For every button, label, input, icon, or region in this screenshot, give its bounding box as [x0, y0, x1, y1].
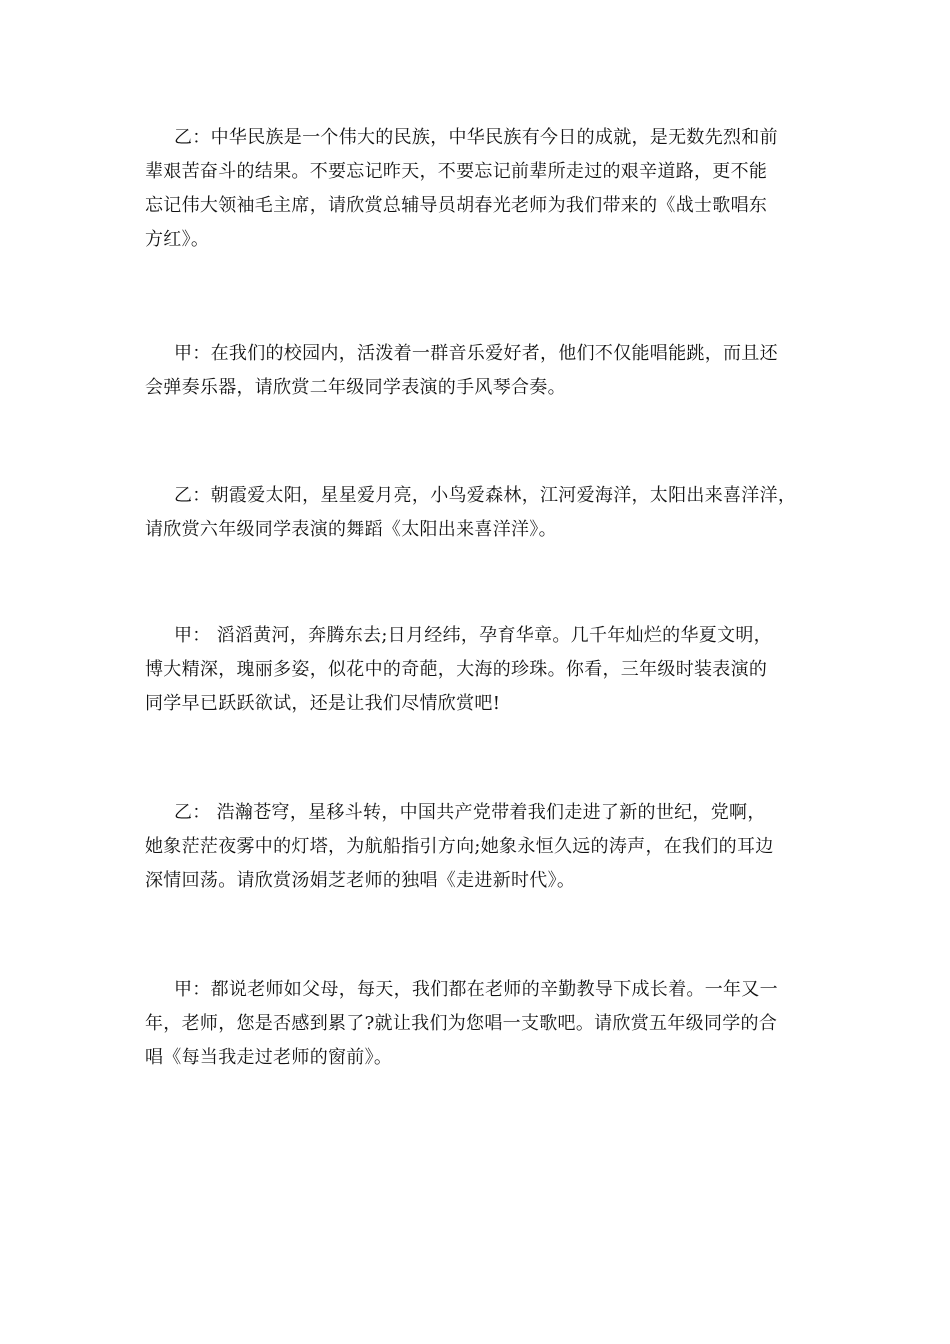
paragraph-line: 乙： 浩瀚苍穹，星移斗转，中国共产党带着我们走进了新的世纪，党啊，	[174, 802, 766, 823]
paragraph-line: 深情回荡。请欣赏汤娟芝老师的独唱《走进新时代》。	[145, 870, 576, 891]
paragraph-line: 博大精深，瑰丽多姿，似花中的奇葩，大海的珍珠。你看，三年级时装表演的	[145, 659, 768, 680]
paragraph-5	[145, 796, 815, 898]
paragraph-line: 乙：中华民族是一个伟大的民族，中华民族有今日的成就，是无数先烈和前	[174, 127, 778, 148]
paragraph-line: 方红》。	[145, 229, 210, 250]
paragraph-line: 忘记伟大领袖毛主席，请欣赏总辅导员胡春光老师为我们带来的《战士歌唱东	[145, 195, 768, 216]
paragraph-line: 乙：朝霞爱太阳，星星爱月亮，小鸟爱森林，江河爱海洋，太阳出来喜洋洋，	[174, 485, 797, 506]
paragraph-2	[145, 337, 815, 405]
paragraph-1	[145, 121, 815, 257]
paragraph-line: 请欣赏六年级同学表演的舞蹈《太阳出来喜洋洋》。	[145, 519, 557, 540]
paragraph-line: 同学早已跃跃欲试，还是让我们尽情欣赏吧!	[145, 693, 501, 714]
paragraph-4	[145, 619, 815, 721]
paragraph-line: 辈艰苦奋斗的结果。不要忘记昨天，不要忘记前辈所走过的艰辛道路，更不能	[145, 161, 768, 182]
paragraph-line: 会弹奏乐器，请欣赏二年级同学表演的手风琴合奏。	[145, 377, 566, 398]
paragraph-line: 年，老师，您是否感到累了?就让我们为您唱一支歌吧。请欣赏五年级同学的合	[145, 1013, 778, 1034]
paragraph-line: 甲：在我们的校园内，活泼着一群音乐爱好者，他们不仅能唱能跳，而且还	[174, 343, 778, 364]
paragraph-line: 甲： 滔滔黄河，奔腾东去;日月经纬，孕育华章。几千年灿烂的华夏文明，	[174, 625, 772, 646]
paragraph-3	[145, 479, 815, 547]
paragraph-line: 甲：都说老师如父母，每天，我们都在老师的辛勤教导下成长着。一年又一	[174, 979, 778, 1000]
paragraph-6	[145, 973, 815, 1075]
paragraph-line: 唱《每当我走过老师的窗前》。	[145, 1047, 393, 1068]
paragraph-line: 她象茫茫夜雾中的灯塔，为航船指引方向;她象永恒久远的涛声，在我们的耳边	[145, 836, 774, 857]
